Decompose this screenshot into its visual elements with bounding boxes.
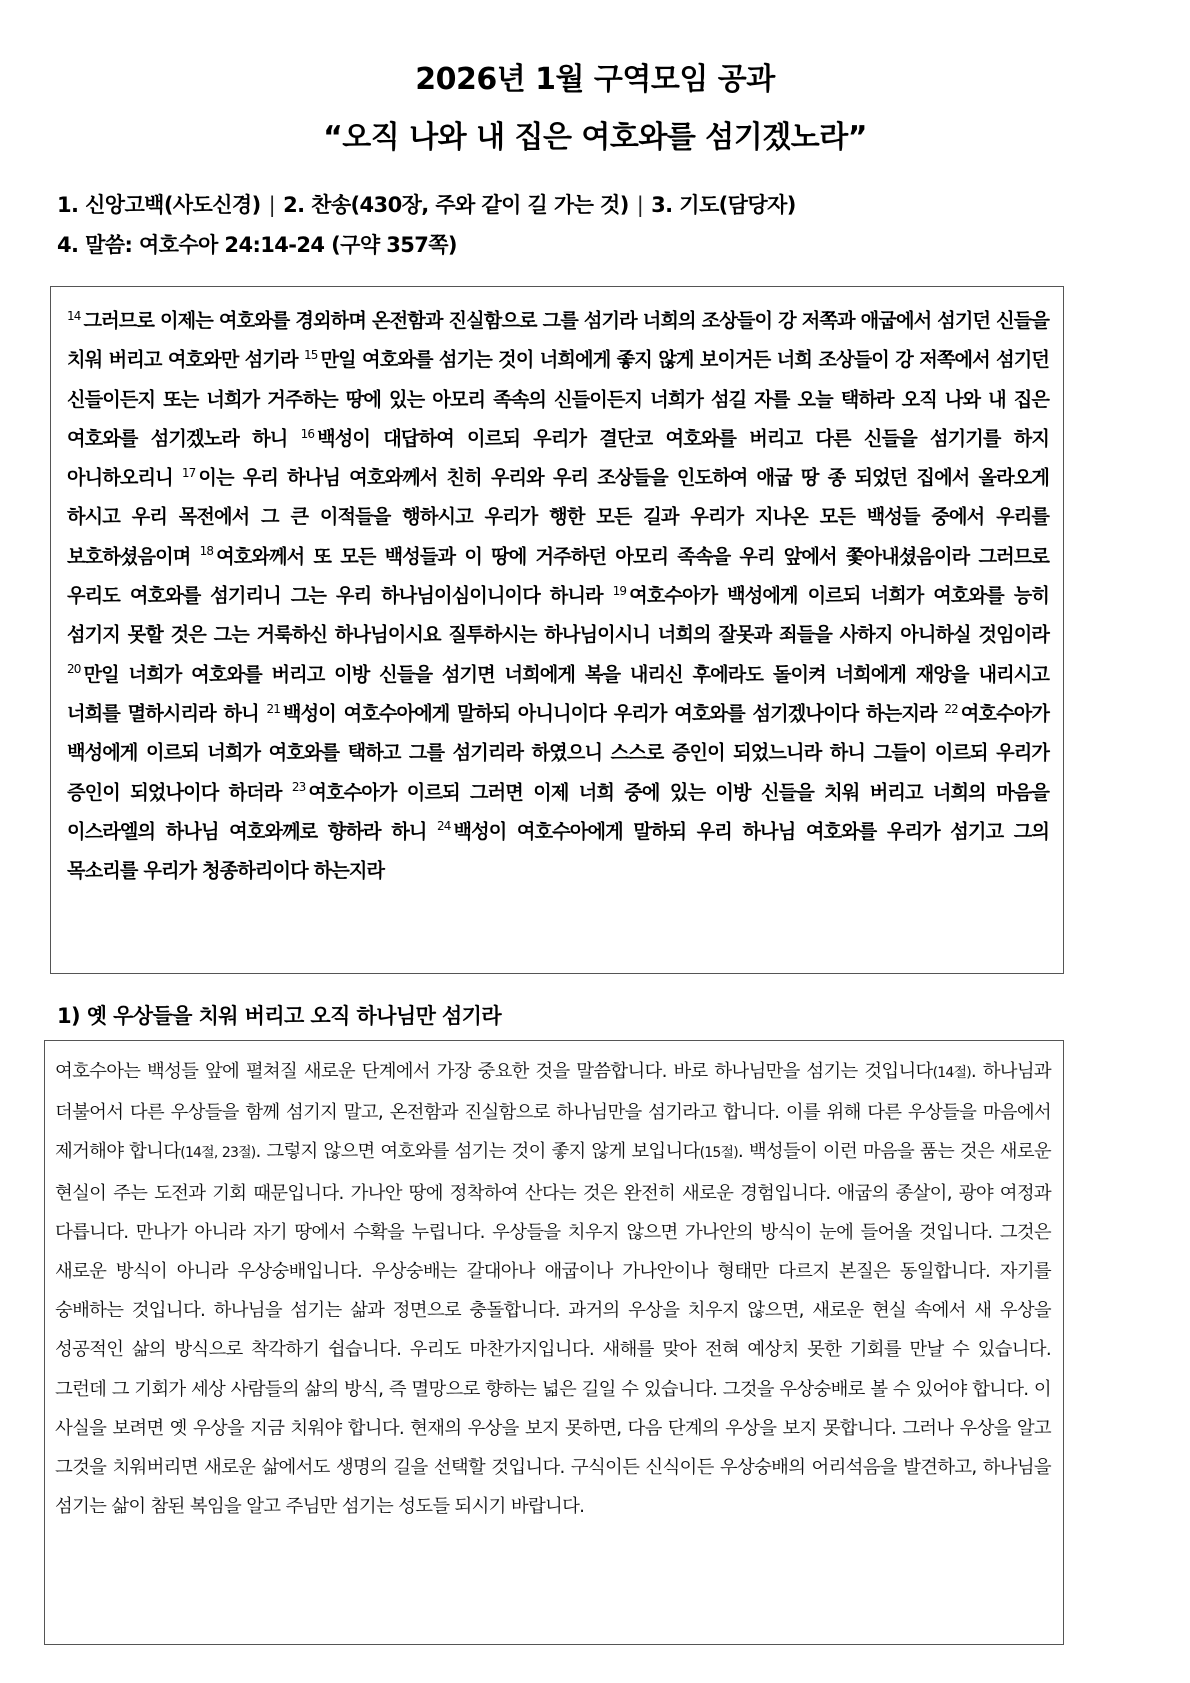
verse-reference: (14절, 23절) (180, 1145, 256, 1162)
order-of-service-line-2 (57, 229, 457, 259)
section-heading: 1) 옛 우상들을 치워 버리고 오직 하나님만 섬기라 (57, 1004, 502, 1028)
verse-text: 그러므로 이제는 여호와를 경외하며 온전함과 진실함으로 그를 섬기라 너희의 조상들이 강 저쪽과 애굽에서 섬기던 신들을 치워 버리고 여호와만 섬기라 (67, 309, 1049, 372)
separator: | (268, 193, 276, 217)
order-item-hymn: 2. 찬송(430장, 주와 같이 길 가는 것) (283, 193, 629, 217)
verse-number: 16 (300, 426, 315, 441)
commentary-text-segment: . 백성들이 이런 마음을 품는 것은 새로운 현실이 주는 도전과 기회 때문입니다. 가나안 땅에 정착하여 산다는 것은 완전히 새로운 경험입니다. 애굽의 종살이, 광야 여정과 다릅니다. 만나가 아니라 자기 땅에서 수확을 누립니다. 우상들을 치우지 않으면 가나안의 방식이 눈에 들어올 것입니다. 그것은 새로운 방식이 아니라 우상숭배입니다. 우상숭배는 갈대아나 애굽이나 가나안이나 형태만 다르지 본질은 동일합니다. 자기를 숭배하는 것입니다. 하나님을 섬기는 삶과 정면으로 충돌합니다. 과거의 우상을 치우지 않으면, 새로운 현실 속에서 새 우상을 성공적인 삶의 방식으로 착각하기 쉽습니다. 우리도 마찬가지입니다. 새해를 맞아 전혀 예상치 못한 기회를 만날 수 있습니다. 그런데 그 기회가 세상 사람들의 삶의 방식, 즉 멸망으로 향하는 넓은 길일 수 있습니다. 그것을 우상숭배로 볼 수 있어야 합니다. 이 사실을 보려면 옛 우상을 지금 치워야 합니다. 현재의 우상을 보지 못하면, 다음 단계의 우상을 보지 못합니다. 그러나 우상을 알고 그것을 치워버리면 새로운 삶에서도 생명의 길을 선택할 것입니다. 구식이든 신식이든 우상숭배의 어리석음을 발견하고, 하나님을 섬기는 삶이 참된 복임을 알고 주님만 섬기는 성도들 되시기 바랍니다. (55, 1141, 1051, 1518)
verse-text: 백성이 대답하여 이르되 우리가 결단코 여호와를 버리고 다른 신들을 섬기기를 하지 아니하오리니 (67, 426, 1049, 490)
verse-number: 18 (199, 544, 214, 559)
page-title: 2026년 1월 구역모임 공과 (415, 62, 775, 97)
verse-text: 백성이 여호수아에게 말하되 우리 하나님 여호와를 우리가 섬기고 그의 목소리를 우리가 청종하리이다 하는지라 (67, 819, 1049, 883)
page-subtitle: “오직 나와 내 집은 여호와를 섬기겠노라” (323, 120, 867, 155)
verse-text: 이는 우리 하나님 여호와께서 친히 우리와 우리 조상들을 인도하여 애굽 땅 종 되었던 집에서 올라오게 하시고 우리 목전에서 그 큰 이적들을 행하시고 우리가 행한 모든 길과 우리가 지나온 모든 백성들 중에서 우리를 보호하셨음이며 (67, 466, 1049, 568)
verse-text: 여호수아가 백성에게 이르되 너희가 여호와를 택하고 그를 섬기리라 하였으니 스스로 증인이 되었느니라 하니 그들이 이르되 우리가 증인이 되었나이다 하더라 (67, 701, 1049, 804)
verse-text: 만일 너희가 여호와를 버리고 이방 신들을 섬기면 너희에게 복을 내리신 후에라도 돌이켜 너희에게 재앙을 내리시고 너희를 멸하시리라 하니 (67, 662, 1049, 725)
scripture-passage (67, 301, 1049, 890)
commentary-text-segment: 여호수아는 백성들 앞에 펼쳐질 새로운 단계에서 가장 중요한 것을 말씀합니다. 바로 하나님만을 섬기는 것입니다 (55, 1061, 933, 1082)
verse-number: 15 (303, 347, 318, 362)
verse-text: 여호와께서 또 모든 백성들과 이 땅에 거주하던 아모리 족속을 우리 앞에서 쫓아내셨음이라 그러므로 우리도 여호와를 섬기리니 그는 우리 하나님이심이니이다 하니라 (67, 544, 1049, 608)
verse-reference: (15절) (699, 1145, 738, 1162)
order-of-service-line-1 (57, 189, 796, 219)
verse-number: 19 (612, 583, 627, 598)
verse-number: 20 (67, 662, 81, 677)
scripture-box (50, 286, 1064, 974)
separator: | (636, 193, 644, 217)
commentary-text-segment: . 하나님과 더불어서 다른 우상들을 함께 섬기지 말고, 온전함과 진실함으로 하나님만을 섬기라고 합니다. 이를 위해 다른 우상들을 마음에서 제거해야 합니다 (55, 1061, 1051, 1163)
order-item-creed: 1. 신앙고백(사도신경) (57, 193, 261, 217)
verse-reference: (14절) (932, 1065, 971, 1081)
order-item-prayer: 3. 기도(담당자) (651, 193, 796, 217)
verse-text: 백성이 여호수아에게 말하되 아니니이다 우리가 여호와를 섬기겠나이다 하는지라 (282, 701, 945, 725)
verse-text: 여호수아가 이르되 그러면 이제 너희 중에 있는 이방 신들을 치워 버리고 너희의 마음을 이스라엘의 하나님 여호와께로 향하라 하니 (67, 780, 1050, 843)
verse-number: 24 (437, 819, 451, 834)
verse-number: 23 (291, 780, 306, 795)
verse-text: 만일 여호와를 섬기는 것이 너희에게 좋지 않게 보이거든 너희 조상들이 강 저쪽에서 섬기던 신들이든지 또는 너희가 거주하는 땅에 있는 아모리 족속의 신들이든지 너희가 섬길 자를 오늘 택하라 오직 나와 내 집은 여호와를 섬기겠노라 하니 (67, 348, 1049, 450)
verse-text: 여호수아가 백성에게 이르되 너희가 여호와를 능히 섬기지 못할 것은 그는 거룩하신 하나님이시요 질투하시는 하나님이시니 너희의 잘못과 죄들을 사하지 아니하실 것임이라 (67, 584, 1049, 647)
verse-number: 17 (181, 465, 196, 480)
order-item-scripture: 4. 말씀: 여호수아 24:14-24 (구약 357쪽) (57, 233, 457, 257)
commentary-text-segment: . 그렇지 않으면 여호와를 섬기는 것이 좋지 않게 보입니다 (255, 1141, 700, 1163)
commentary-paragraph (55, 1052, 1051, 1526)
verse-number: 14 (67, 308, 81, 323)
verse-number: 22 (944, 701, 958, 716)
commentary-box (44, 1040, 1064, 1645)
verse-number: 21 (266, 701, 280, 716)
